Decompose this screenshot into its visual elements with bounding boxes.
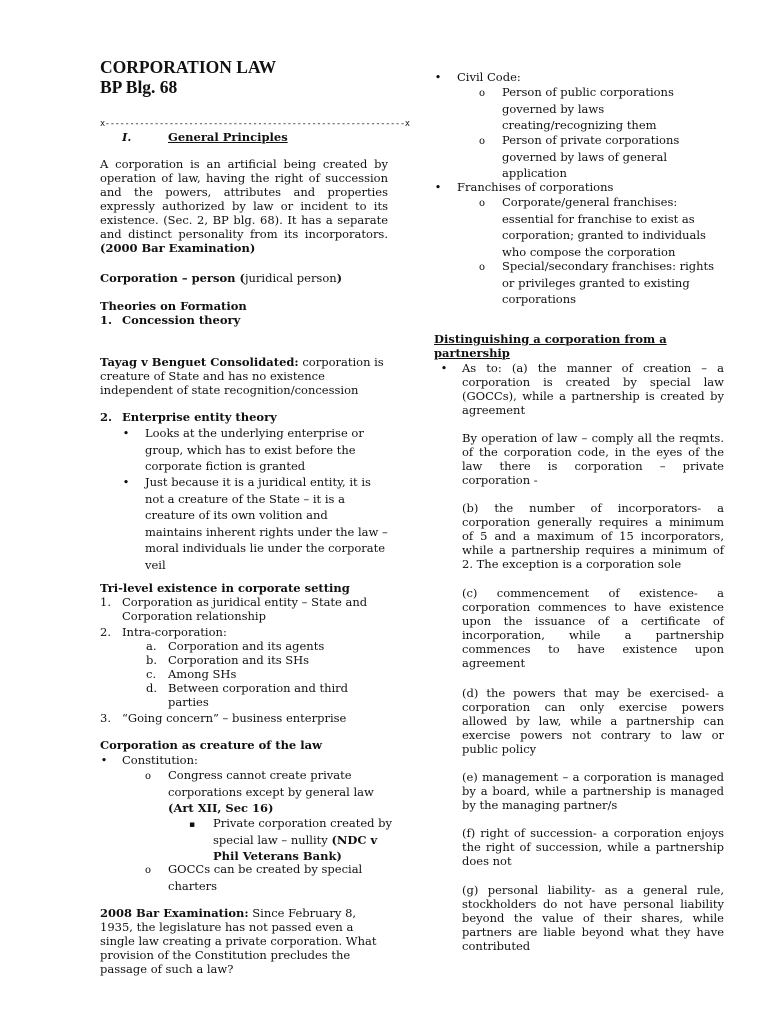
trilevel-2d xyxy=(100,681,388,709)
civil-code-o1-text: Person of public corporations governed by laws creating/recognizing them xyxy=(502,85,674,132)
section-title: General Principles xyxy=(168,130,288,144)
as-to-text: As to: (a) the manner of creation – a corporation is created by special law (GOCCs), while a partnership is created by agreement xyxy=(462,361,724,417)
point-e-paragraph: (e) management – a corporation is managed by a board, while a partnership is managed by the managing partner/s xyxy=(462,770,724,812)
distinguish-heading: Distinguishing a corporation from a partnership xyxy=(434,332,667,360)
constitution-o1-text: Congress cannot create private corporations except by general law xyxy=(168,768,374,799)
section-numeral: I. xyxy=(122,130,132,144)
corp-person-close: ) xyxy=(336,271,343,285)
point-f-paragraph: (f) right of succession- a corporation enjoys the right of succession, while a partnership does not xyxy=(462,826,724,868)
bullet-icon xyxy=(122,474,130,491)
trilevel-2c-text: Among SHs xyxy=(168,667,237,681)
circle-bullet-icon xyxy=(478,132,486,151)
trilevel-2-text: Intra-corporation: xyxy=(122,625,227,639)
as-to-item xyxy=(434,361,724,417)
theory-2-bullet-2 xyxy=(100,474,388,573)
trilevel-item-1 xyxy=(100,595,388,623)
tayag-case-name: Tayag v Benguet Consolidated: xyxy=(100,355,299,369)
trilevel-2a xyxy=(100,639,388,653)
circle-bullet-icon xyxy=(144,861,152,880)
bar-2008-text: Since February 8, 1935, the legislature has not passed even a single law creating a private corporation. What provision of the Constitution precludes the passage of such a law? xyxy=(100,906,377,976)
theory-2-bullet-2-text: Just because it is a juridical entity, it is not a creature of the State – it is a creature of its own volition and maintains inherent rights under the law – moral individuals lie under the corporate veil xyxy=(145,475,388,572)
constitution-item xyxy=(100,753,388,767)
circle-bullet-icon xyxy=(144,767,152,786)
separator-line: x-------------------------------------------------------------x xyxy=(100,119,410,129)
trilevel-2c-letter: c. xyxy=(146,667,157,681)
corp-person-text: Corporation – person ( xyxy=(100,271,245,285)
civil-code-item xyxy=(434,70,724,84)
definition-text: A corporation is an artificial being created by operation of law, having the right of succession and the powers, attributes and properties expressly authorized by law or incident to its existence. (Sec. 2, BP blg. 68). It has a separate and distinct personality from its incorporators. xyxy=(100,157,388,241)
franchises-o1-text: Corporate/general franchises: essential for franchise to exist as corporation; granted to individuals who compose the corporation xyxy=(502,195,706,259)
trilevel-2-number: 2. xyxy=(100,625,111,639)
constitution-o2-text: GOCCs can be created by special charters xyxy=(168,862,363,893)
trilevel-2c xyxy=(100,667,388,681)
circle-bullet-icon xyxy=(478,84,486,103)
operation-law-paragraph: By operation of law – comply all the reqmts. of the corporation code, in the eyes of the law there is corporation – private corporation - xyxy=(462,431,724,487)
juridical-person-text: juridical person xyxy=(244,271,337,285)
civil-code-o1 xyxy=(434,84,724,134)
trilevel-2d-text: Between corporation and third parties xyxy=(168,681,349,709)
point-d-paragraph: (d) the powers that may be exercised- a corporation can only exercise powers allowed by law, while a partnership can exercise powers not contrary to law or public policy xyxy=(462,686,724,756)
civil-code-text: Civil Code: xyxy=(457,70,521,84)
civil-code-o2 xyxy=(434,132,724,182)
trilevel-2b-text: Corporation and its SHs xyxy=(168,653,310,667)
trilevel-item-2 xyxy=(100,625,388,639)
trilevel-heading: Tri-level existence in corporate setting xyxy=(100,581,350,595)
trilevel-1-text: Corporation as juridical entity – State and Corporation relationship xyxy=(122,595,368,623)
theory-1-number: 1. xyxy=(100,313,113,327)
trilevel-3-number: 3. xyxy=(100,711,111,725)
circle-bullet-icon xyxy=(478,194,486,213)
franchises-o2 xyxy=(434,258,724,308)
corp-person-line xyxy=(100,271,388,285)
bullet-icon xyxy=(440,361,448,375)
constitution-o1-ref: (Art XII, Sec 16) xyxy=(168,801,274,815)
trilevel-2a-text: Corporation and its agents xyxy=(168,639,325,653)
trilevel-item-3 xyxy=(100,711,388,725)
bullet-icon xyxy=(122,425,130,442)
bullet-icon xyxy=(100,753,108,767)
document-title: CORPORATION LAW xyxy=(100,57,277,77)
trilevel-2a-letter: a. xyxy=(146,639,157,653)
franchises-text: Franchises of corporations xyxy=(457,180,614,194)
trilevel-1-number: 1. xyxy=(100,595,111,609)
franchises-item xyxy=(434,180,724,194)
creature-heading: Corporation as creature of the law xyxy=(100,738,322,752)
point-g-paragraph: (g) personal liability- as a general rule, stockholders do not have personal liability beyond the value of their shares, while partners are liable beyond what they have contributed xyxy=(462,883,724,953)
franchises-o1 xyxy=(434,194,724,260)
definition-paragraph xyxy=(100,157,388,255)
definition-bar-ref: (2000 Bar Examination) xyxy=(100,241,256,255)
constitution-sq1 xyxy=(100,815,393,865)
point-c-paragraph: (c) commencement of existence- a corporation commences to have existence upon the issuance of a certificate of incorporation, while a partnership commences to have existence upon agreement xyxy=(462,586,724,670)
bar-2008-paragraph xyxy=(100,906,388,976)
theory-1-text: Concession theory xyxy=(122,313,241,327)
trilevel-2b xyxy=(100,653,388,667)
constitution-sq1-case: (NDC v Phil Veterans Bank) xyxy=(213,832,378,863)
constitution-o1 xyxy=(100,767,388,817)
trilevel-3-text: “Going concern” – business enterprise xyxy=(122,711,347,725)
theories-heading: Theories on Formation xyxy=(100,299,247,313)
theory-2-bullet-1-text: Looks at the underlying enterprise or group, which has to exist before the corporate fiction is granted xyxy=(145,426,364,473)
point-b-paragraph: (b) the number of incorporators- a corporation generally requires a minimum of 5 and a maximum of 15 incorporators, while a partnership requires a minimum of 2. The exception is a corporation sole xyxy=(462,501,724,571)
circle-bullet-icon xyxy=(478,258,486,277)
theory-2-text: Enterprise entity theory xyxy=(122,410,277,424)
franchises-o2-text: Special/secondary franchises: rights or privileges granted to existing corporations xyxy=(502,259,715,306)
trilevel-2d-letter: d. xyxy=(146,681,158,695)
bullet-icon xyxy=(434,70,442,84)
tayag-text: corporation is creature of State and has no existence independent of state recognition/concession xyxy=(100,355,384,397)
civil-code-o2-text: Person of private corporations governed by laws of general application xyxy=(502,133,680,180)
theory-2-number: 2. xyxy=(100,410,113,424)
square-bullet-icon xyxy=(188,815,196,834)
trilevel-2b-letter: b. xyxy=(146,653,158,667)
bar-2008-label: 2008 Bar Examination: xyxy=(100,906,249,920)
bullet-icon xyxy=(434,180,442,194)
tayag-paragraph xyxy=(100,355,388,397)
constitution-o2 xyxy=(100,861,388,894)
constitution-sq1-text: Private corporation created by special law – nullity xyxy=(213,816,393,847)
theory-2-bullet-1 xyxy=(100,425,388,475)
constitution-text: Constitution: xyxy=(122,753,198,767)
document-subtitle: BP Blg. 68 xyxy=(100,77,178,97)
